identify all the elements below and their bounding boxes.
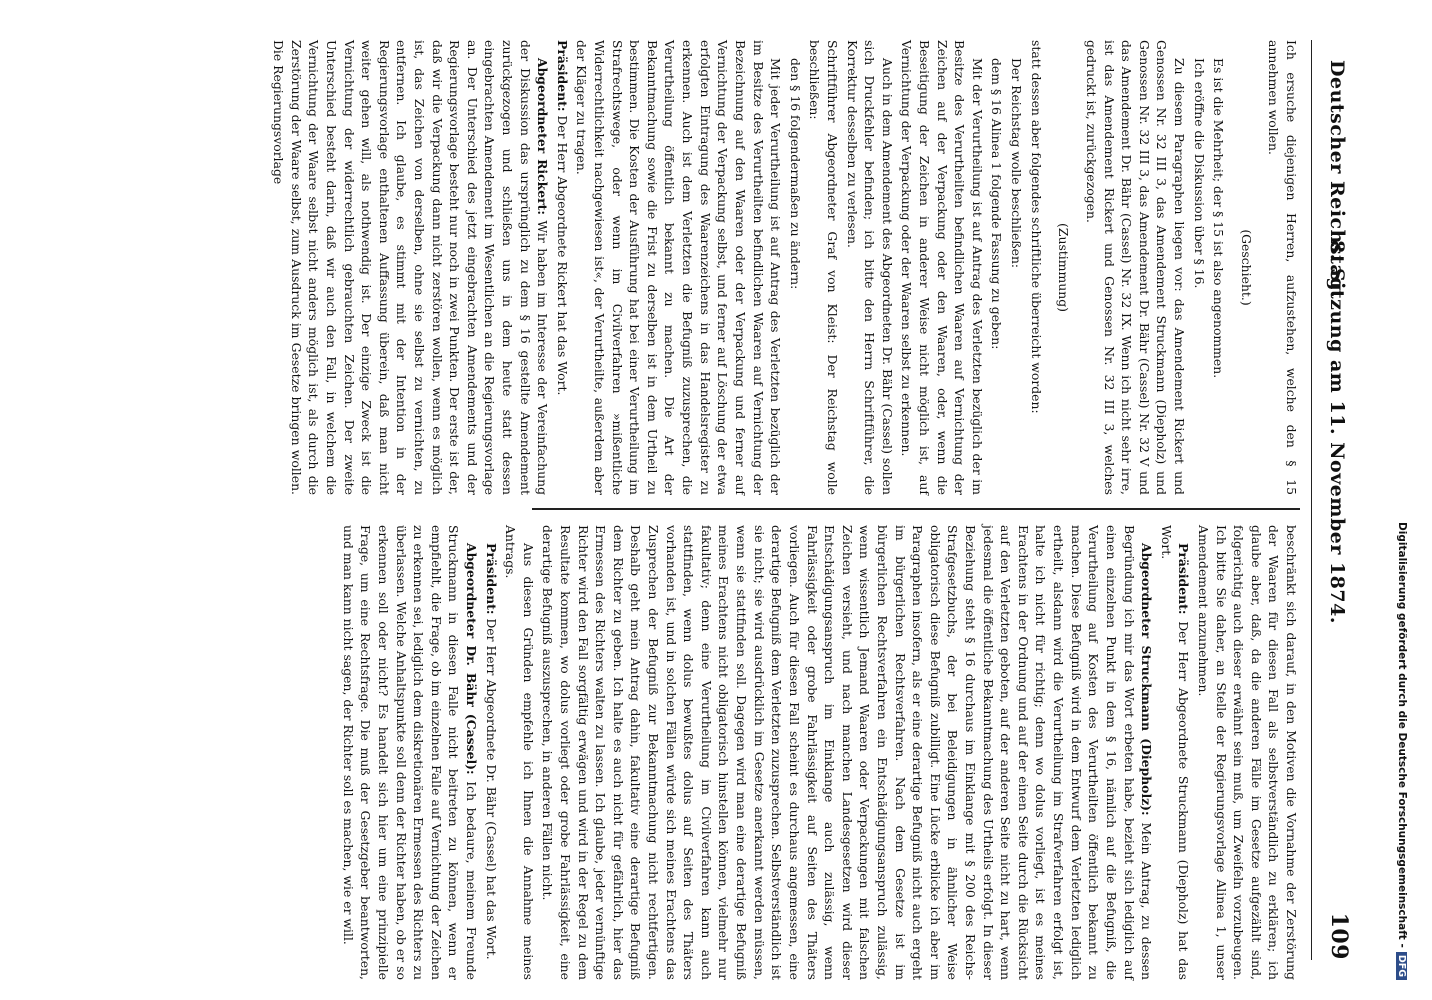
running-head	[1312, 20, 1352, 980]
paragraph-text: statt dessen aber folgendes schriftliche überreicht worden:	[1028, 40, 1044, 414]
paragraph	[339, 525, 480, 980]
paragraph-text: Zu diesem Paragraphen liegen vor: das Amendement Rickert und Genossen Nr. 32 III 3, das Amendement Struckmann (Diepholz) und Genossen Nr. 32 III 3, das Amendement Dr. Bähr (Cassel) Nr. 32 V und das Amendement Dr. Bähr (Cassel) Nr. 32 IX. Wenn ich nicht sehr irre, ist das Amendement Rickert und Genossen Nr. 32 III 3, welches gedruckt ist, zurückgezogen.	[1083, 40, 1187, 495]
right-column	[32, 525, 1300, 980]
paragraph-text: (Geschieht.)	[1238, 229, 1254, 306]
paragraph-text: Der Herr Abgeordnete Dr. Bähr (Cassel) hat das Wort.	[483, 614, 499, 960]
paragraph-text: Auch in dem Amendement des Abgeordneten Dr. Bähr (Cassel) sollen sich Druckfehler befinden; ich bitte den Herrn Schriftführer, die Korrektur desselben zu verlesen.	[844, 40, 895, 495]
paragraph	[806, 40, 841, 495]
paragraph-text: Mit jeder Verurtheilung ist auf Antrag des Verletzten bezüglich der im Besitze des Verurtheilten befindlichen Waaren auf Vernichtung der Bezeichnung auf den Waaren oder der Verpackung und ferner auf Vernichtung der Verpackung selbst, und ferner auf Löschung der etwa erfolgten Eintragung des Waarenzeichens in das Handelsregister zu erkennen. Auch ist dem Verletzten die Befugniß zuzusprechen, die Verurtheilung öffentlich bekannt zu machen. Die Art der Bekanntmachung sowie die Frist zu derselben ist in dem Urtheil zu bestimmen. Die Kosten der Ausführung hat bei einer Verurtheilung im Strafrechtswege, oder wenn im Civilverfahren »mißentliche Widerrechtlichkeit nachgewiesen ist«, der Verurtheilte, außerdem aber der Kläger zu tragen.	[574, 40, 784, 495]
paragraph-text: Wir haben im Interesse der Vereinfachung der Diskussion das ursprünglich zu dem § 16 gestellte Amendement zurückgezogen und schließen uns in dem heute statt dessen eingebrachten Amendement im Wesentlichen an die Regierungsvorlage an. Der Unterschied des jetzt eingebrachten Amendements und der Regierungsvorlage besteht nur noch in zwei Punkten. Der erste ist der, daß wir die Verpackung dann nicht zerstören wollen, wenn es möglich ist, das Zeichen von derselben, ohne sie selbst zu vernichten, zu entfernen. Ich glaube, es stimmt mit der Intention in der Regierungsvorlage enthaltenen Auffassung überein, daß man nicht weiter gehen will, als nothwendig ist. Der einzige Zweck ist die Vernichtung der widerrechtlich gebrauchten Zeichen. Der zweite Unterschied besteht darin, daß wir auch den Fall, in welchem die Vernichtung der Waare selbst nicht anders möglich ist, als durch die Zerstörung der Waare selbst, zum Ausdruck im Gesetze bringen wollen. Die Regierungsvorlage	[271, 40, 551, 495]
paragraph	[553, 40, 571, 495]
speaker-name: Abgeordneter Rickert:	[535, 58, 551, 215]
speaker-name: Präsident:	[483, 543, 499, 615]
paragraph-text: Mein Antrag, zu dessen Begründung ich mir das Wort erbeten habe, bezieht sich lediglich auf einen einzelnen Punkt in dem § 16, nämlich auf die Befugniß, die Verurtheilung auf Kosten des Verurtheilten öffentlich bekannt zu machen. Diese Befugniß wird in dem Entwurf dem Verletzten lediglich ertheilt, alsdann wird die Verurtheilung im Strafverfahren erfolgt ist, halte ich nicht für richtig; denn wo dolus vorliegt, ist es meines Erachtens in der Ordnung und auf der einen Seite durch die Rücksicht auf den Verletzten geboten, auf der anderen Seite nicht zu hart, wenn jedesmal die öffentliche Bekanntmachung des Urtheils erfolgt. In dieser Beziehung steht § 16 durchaus im Einklange mit § 200 des Reichs-Strafgesetzbuchs, der bei Beleidigungen in ähnlicher Weise obligatorisch diese Befugniß zubilligt. Eine Lücke erblicke ich aber im Paragraphen insofern, als er eine derartige Befugniß nicht auch ergeht im bürgerlichen Rechtsverfahren. Nach dem Gesetze ist im bürgerlichen Rechtsverfahren ein Entschädigungsanspruch zulässig, wenn wissentlich Jemand Waaren oder Verpackungen mit falschen Zeichen versieht, und nach manchen Landesgesetzen wird dieser Entschädigungsanspruch im Einklange auch zulässig, wenn Fahrlässigkeit oder grobe Fahrlässigkeit auf Seiten des Thäters vorliegen. Auch für diesen Fall scheint es durchaus angemessen, eine derartige Befugniß dem Verletzten zuzusprechen. Selbstverständlich ist sie nicht; sie wird ausdrücklich im Gesetze anerkannt werden müssen, wenn sie stattfinden soll. Dagegen wird man eine derartige Befugniß meines Erachtens nicht obligatorisch hinstellen können, vielmehr nur fakultativ; denn eine Verurtheilung im Civilverfahren kann auch stattfinden, wenn dolus bewußtes dolus auf Seiten des Thäters vorhanden ist, und in solchen Fällen würde sich meines Erachtens das Zusprechen der Befugniß zur Bekanntmachung nicht rechtfertigen. Deshalb geht mein Antrag dahin, fakultativ eine derartige Befugniß dem Richter zu geben. Ich halte es auch nicht für gefährlich, hier das Ermessen des Richters walten zu lassen. Ich glaube, jeder vernünftige Richter wird den Fall sorgfältig erwägen und wird in der Regel zu dem Resultate kommen, wo dolus vorliegt oder grobe Fahrlässigkeit, eine derartige Befugniß auszusprechen, in anderen Fällen nicht.	[540, 525, 1155, 980]
paragraph	[988, 40, 1006, 495]
paragraph-text: Es ist die Mehrheit; der § 15 ist also angenommen.	[1211, 58, 1227, 379]
paragraph	[1007, 40, 1025, 495]
paragraph-text: Ich bedaure, meinem Freunde Struckmann in diesen Falle nicht beitreten zu können, wenn er empfiehlt, die Frage, ob im einzelnen Falle auf Vernichtung der Zeichen zu erkennen sei, lediglich dem diskretionären Ermessen des Richters zu überlassen. Welche Anhaltspunkte soll denn der Richter haben, ob er so erkennen soll oder nicht? Es handelt sich hier um eine prinzipielle Frage, um eine Rechtsfrage. Die muß der Gesetzgeber beantworten, und man kann nicht sagen, der Richter soll es machen, wie er will.	[340, 525, 479, 981]
paragraph-text: Schriftführer Abgeordneter Graf von Kleist: Der Reichstag wolle beschließen:	[807, 40, 840, 495]
left-column	[32, 40, 1300, 495]
document-page	[12, 20, 1352, 980]
paragraph-text: den § 16 folgendermaßen zu ändern:	[787, 58, 803, 290]
paragraph-text: Der Herr Abgeordnete Struckmann (Diepholz) hat das Wort.	[1158, 525, 1192, 980]
paragraph	[482, 525, 500, 980]
paragraph-text: Ich eröffne die Diskussion über § 16.	[1191, 58, 1207, 289]
paragraph-text: Aus diesen Gründen empfehle ich Ihnen die Annahme meines Antrags.	[503, 525, 536, 980]
paragraph	[1194, 525, 1300, 980]
paragraph-text: (Zustimmung)	[1056, 223, 1072, 312]
paragraph	[898, 40, 986, 495]
paragraph	[1027, 40, 1045, 495]
session-title: 8. Sitzung am 11. November 1874.	[1326, 240, 1348, 624]
digitization-credit	[1384, 20, 1408, 980]
journal-title: Deutscher Reichstag.	[1326, 60, 1348, 299]
column-divider	[532, 508, 1300, 510]
paragraph	[1210, 40, 1228, 495]
paragraph	[573, 40, 784, 495]
header-rule	[1311, 40, 1312, 960]
speaker-name: Abgeordneter Dr. Bähr (Cassel):	[463, 543, 479, 775]
speaker-name: Präsident:	[554, 40, 570, 112]
page-number: 109	[1326, 912, 1352, 960]
paragraph-text: Mit der Verurtheilung ist auf Antrag des Verletzten bezüglich der im Besitze des Verurtheilten befindlichen Waaren auf Vernichtung der Zeichen auf der Verpackung oder den Waaren, oder, wenn die Beseitigung der Zeichen in anderer Weise nicht möglich ist, auf Vernichtung der Verpackung oder der Waaren selbst zu erkennen.	[899, 40, 985, 495]
credit-text: Digitalisierung gefördert durch die Deutsche Forschungsgemeinschaft -	[1396, 522, 1408, 948]
dfg-logo: DFG	[1396, 952, 1407, 980]
paragraph	[1265, 40, 1300, 495]
speaker-name: Abgeordneter Struckmann (Diepholz):	[1139, 543, 1155, 816]
paragraph	[843, 40, 896, 495]
paragraph-text: Der Herr Abgeordnete Rickert hat das Wort.	[554, 111, 570, 396]
speaker-name: Präsident:	[1176, 543, 1192, 615]
paragraph	[539, 525, 1155, 980]
paragraph-text: Der Reichstag wolle beschließen:	[1009, 58, 1025, 269]
paragraph	[786, 40, 804, 495]
paragraph	[502, 525, 537, 980]
paragraph-text: Ich ersuche diejenigen Herren, aufzustehen, welche den § 15 annehmen wollen.	[1266, 40, 1299, 495]
paragraph	[269, 40, 551, 495]
centered-note	[1055, 40, 1073, 495]
paragraph-text: dem § 16 Alinea 1 folgende Fassung zu geben:	[989, 58, 1005, 350]
paragraph	[1190, 40, 1208, 495]
paragraph	[1157, 525, 1192, 980]
paragraph-text: beschränkt sich darauf, in den Motiven die Vornahme der Zerstörung der Waaren für diesen Fall als selbstverständlich zu erklären; ich glaube aber, daß, da die anderen Fälle im Gesetze aufgezählt sind, folgerichtig auch dieser erwähnt sein muß, um Zweifeln vorzubeugen. Ich bitte Sie daher, an Stelle der Regierungsvorlage Alinea 1, unser Amendement anzunehmen.	[1195, 525, 1299, 980]
centered-note	[1237, 40, 1255, 495]
paragraph	[1082, 40, 1188, 495]
